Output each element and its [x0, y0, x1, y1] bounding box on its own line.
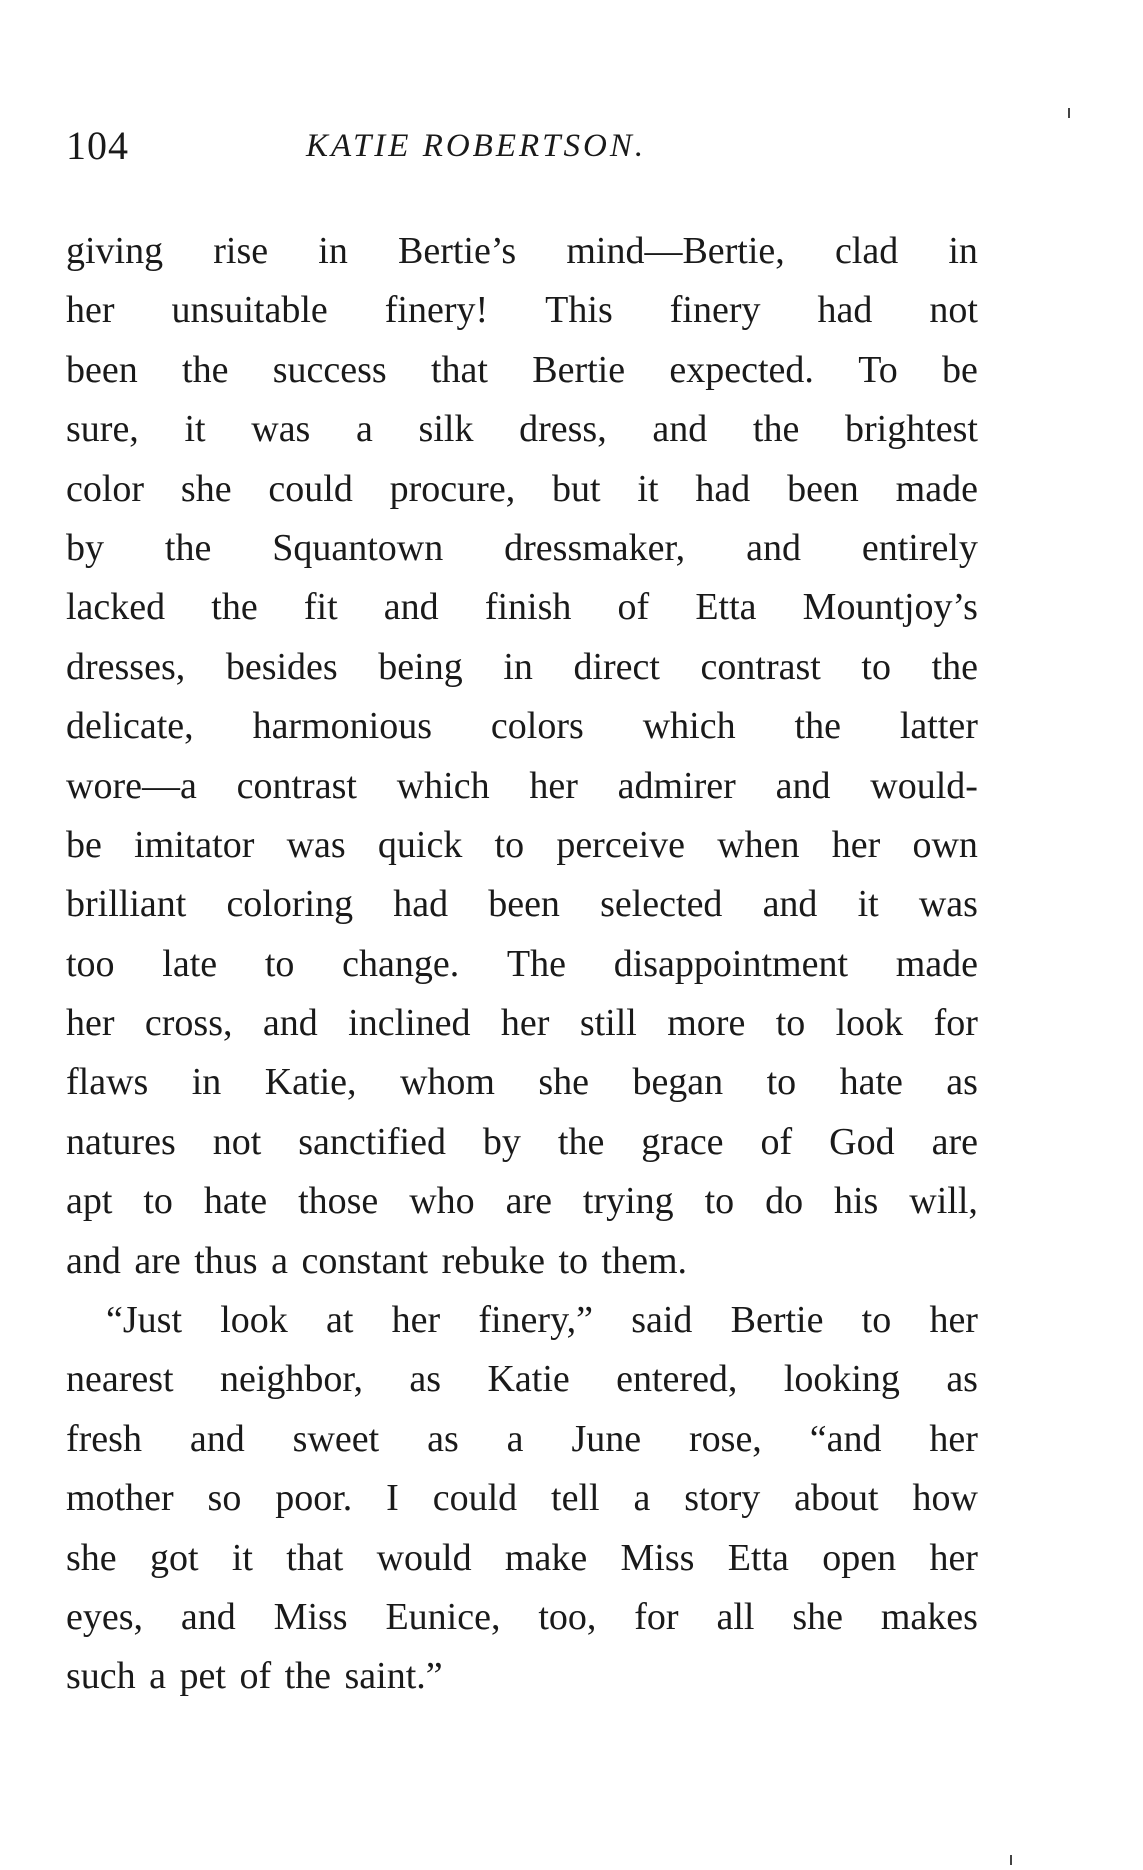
text-line: her unsuitable finery! This finery had not	[66, 289, 978, 332]
page-number: 104	[66, 123, 129, 168]
text-line: and are thus a constant rebuke to them.	[66, 1239, 688, 1282]
text-line: delicate, harmonious colors which the latter	[66, 705, 978, 748]
text-line: sure, it was a silk dress, and the brightest	[66, 408, 978, 451]
text-line: color she could procure, but it had been made	[66, 467, 978, 510]
text-line: nearest neighbor, as Katie entered, looking as	[66, 1358, 978, 1401]
text-line: she got it that would make Miss Etta open her	[66, 1536, 978, 1579]
text-line: wore—a contrast which her admirer and would-	[66, 764, 978, 807]
text-line: her cross, and inclined her still more to look for	[66, 1002, 978, 1045]
running-title: KATIE ROBERTSON.	[306, 128, 647, 164]
text-line: by the Squantown dressmaker, and entirely	[66, 526, 978, 569]
text-line: apt to hate those who are trying to do his will,	[66, 1180, 978, 1223]
text-line: been the success that Bertie expected. To be	[66, 348, 978, 391]
text-line: mother so poor. I could tell a story about how	[66, 1477, 978, 1520]
text-line: such a pet of the saint.”	[66, 1655, 443, 1698]
running-head	[66, 122, 966, 182]
text-line: flaws in Katie, whom she began to hate as	[66, 1061, 978, 1104]
text-line: “Just look at her finery,” said Bertie to her	[106, 1299, 978, 1342]
text-line: eyes, and Miss Eunice, too, for all she makes	[66, 1595, 978, 1638]
text-line: natures not sanctified by the grace of God are	[66, 1120, 978, 1163]
body-text	[66, 222, 978, 1707]
text-line: be imitator was quick to perceive when her own	[66, 823, 978, 866]
text-line: brilliant coloring had been selected and it was	[66, 883, 978, 926]
text-line: fresh and sweet as a June rose, “and her	[66, 1417, 978, 1460]
text-line: lacked the fit and finish of Etta Mountjoy’s	[66, 586, 978, 629]
text-line: giving rise in Bertie’s mind—Bertie, clad in	[66, 230, 978, 272]
margin-mark	[1010, 1855, 1012, 1865]
text-line: dresses, besides being in direct contrast to the	[66, 645, 978, 688]
margin-mark	[1068, 108, 1070, 118]
text-line: too late to change. The disappointment made	[66, 942, 978, 985]
